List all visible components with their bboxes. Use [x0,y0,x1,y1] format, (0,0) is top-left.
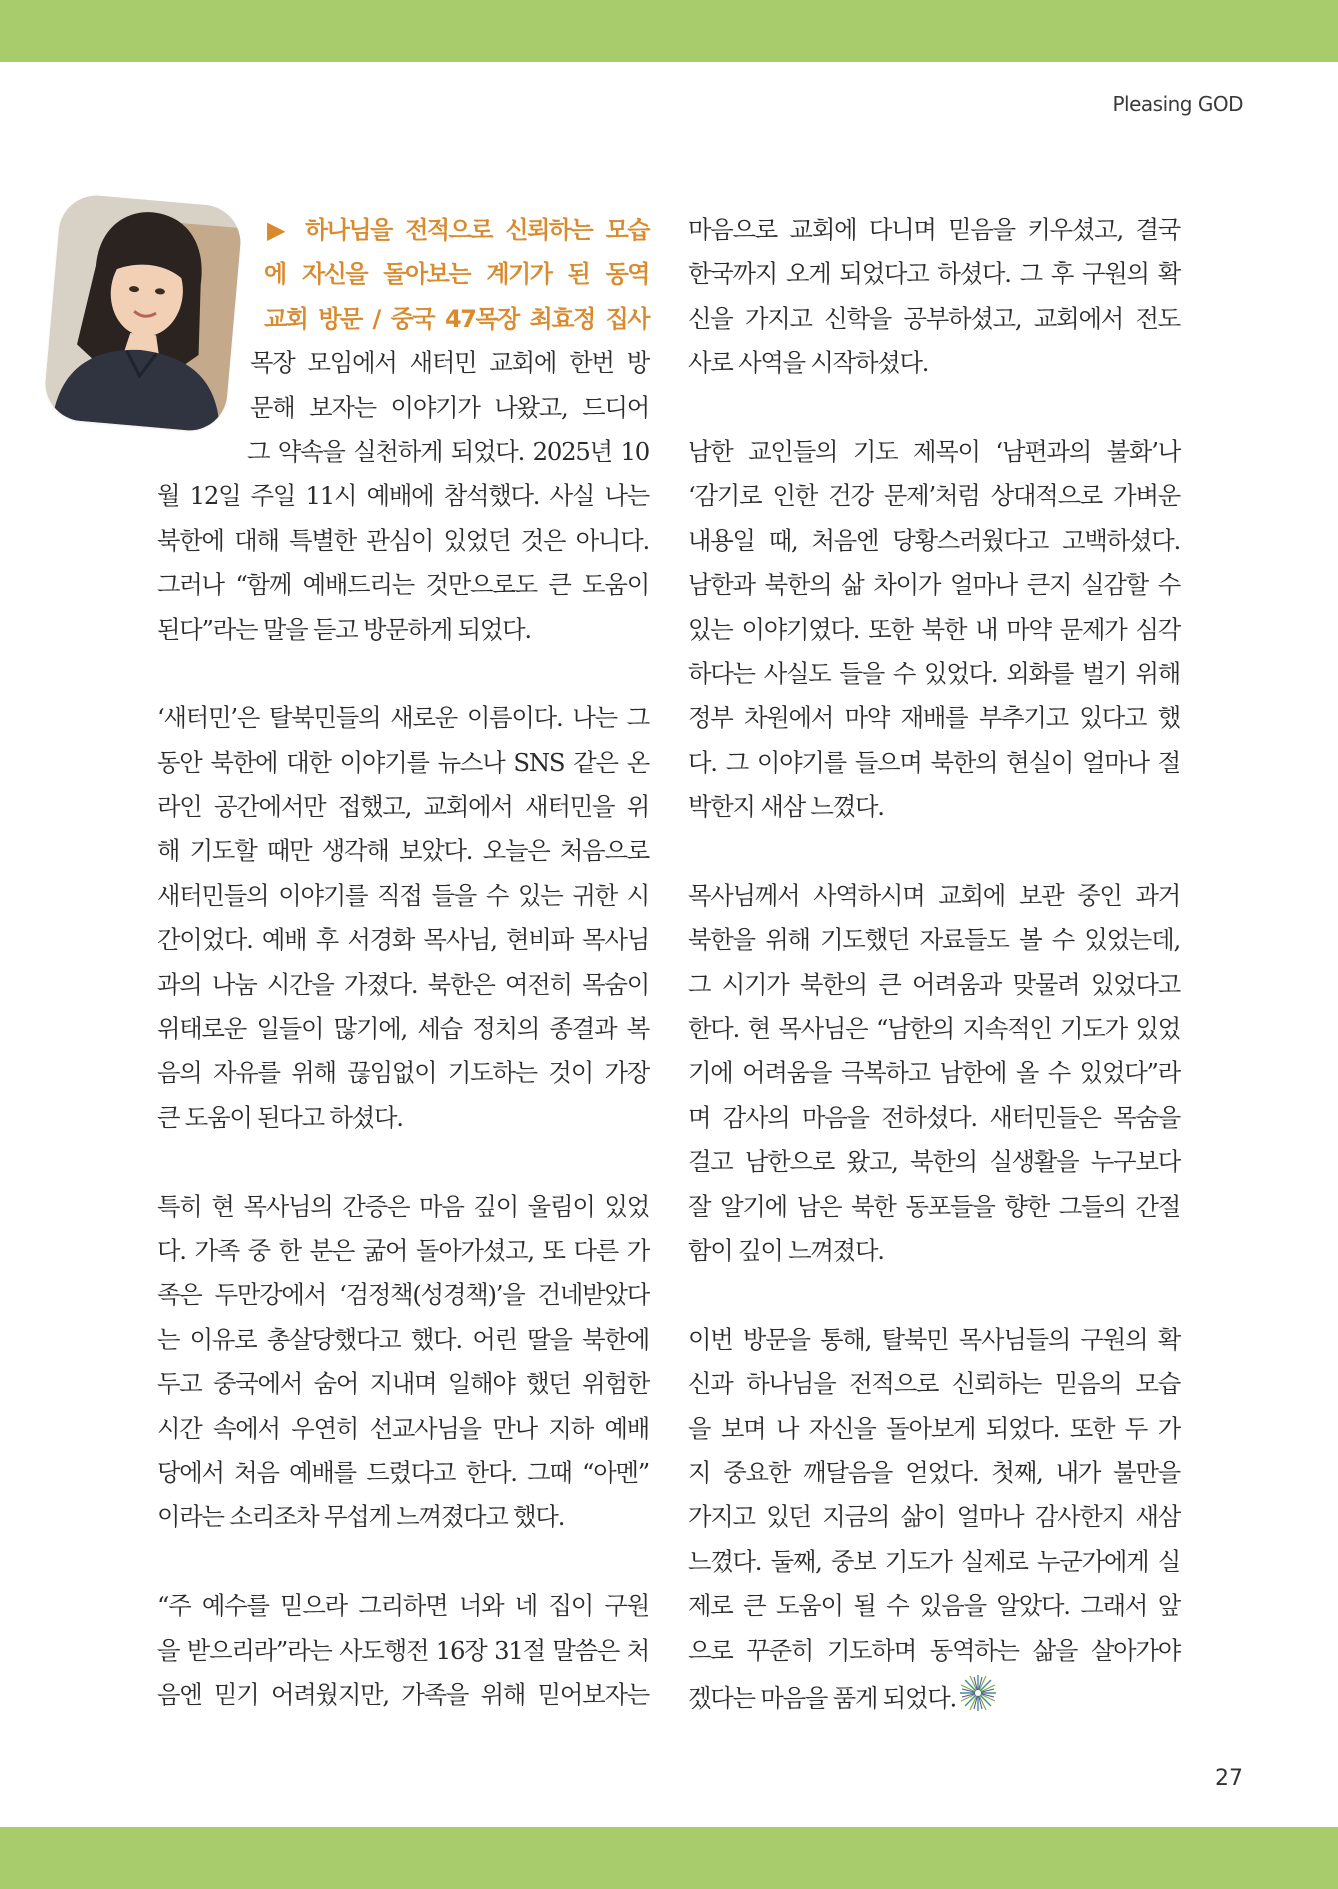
paragraph-line: 걸고 남한으로 왔고, 북한의 실생활을 누구보다 [688,1147,1180,1177]
paragraph-gap [157,652,649,696]
paragraph-line: 해 기도할 때만 생각해 보았다. 오늘은 처음으로 [157,836,649,866]
paragraph-line: 목장 모임에서 새터민 교회에 한번 방 [250,348,649,378]
paragraph-line: “주 예수를 믿으라 그리하면 너와 네 집이 구원 [157,1591,649,1621]
paragraph-line: 기에 어려움을 극복하고 남한에 올 수 있었다”라 [688,1058,1180,1088]
paragraph-line: 신을 가지고 신학을 공부하셨고, 교회에서 전도 [688,303,1180,333]
paragraph-line: 다. 가족 중 한 분은 굶어 돌아가셨고, 또 다른 가 [157,1235,649,1265]
paragraph-line: 지 중요한 깨달음을 얻었다. 첫째, 내가 불만을 [688,1457,1180,1487]
starburst-icon [958,1673,998,1727]
paragraph-line: 있는 이야기였다. 또한 북한 내 마약 문제가 심각 [688,614,1180,644]
paragraph-line: 잘 알기에 남은 북한 동포들을 향한 그들의 간절 [688,1191,1180,1221]
paragraph-line: 음의 자유를 위해 끊임없이 기도하는 것이 가장 [157,1058,649,1088]
paragraph-gap [688,1273,1180,1317]
paragraph-line: 그 약속을 실천하게 되었다. 2025년 10 [247,436,649,466]
paragraph-line: 다. 그 이야기를 들으며 북한의 현실이 얼마나 절 [688,747,1180,777]
article-heading-line: 교회 방문 / 중국 47목장 최효정 집사 [264,304,649,333]
paragraph-line: 을 보며 나 자신을 돌아보게 되었다. 또한 두 가 [688,1413,1180,1443]
paragraph-line: 함이 깊이 느껴졌다. [688,1235,884,1265]
paragraph-gap [688,829,1180,873]
paragraph-line: 라인 공간에서만 접했고, 교회에서 새터민을 위 [157,792,649,822]
paragraph-line: 박한지 새삼 느꼈다. [688,792,884,822]
paragraph-line: 으로 꾸준히 기도하며 동역하는 삶을 살아가야 [688,1635,1180,1665]
article-heading-line: ▶ 하나님을 전적으로 신뢰하는 모습 [267,216,649,244]
paragraph-line: 한다. 현 목사님은 “남한의 지속적인 기도가 있었 [688,1014,1180,1044]
paragraph-line: 시간 속에서 우연히 선교사님을 만나 지하 예배 [157,1413,649,1443]
paragraph-line: 느꼈다. 둘째, 중보 기도가 실제로 누군가에게 실 [688,1546,1180,1576]
right-column [688,208,1180,1717]
paragraph-line: 문해 보자는 이야기가 나왔고, 드디어 [250,392,649,422]
paragraph-line: 그 시기가 북한의 큰 어려움과 맞물려 있었다고 [688,969,1180,999]
paragraph-line: 위태로운 일들이 많기에, 세습 정치의 종결과 복 [157,1014,649,1044]
paragraph-line: 월 12일 주일 11시 예배에 참석했다. 사실 나는 [157,481,649,511]
paragraph-line: 제로 큰 도움이 될 수 있음을 알았다. 그래서 앞 [688,1591,1180,1621]
paragraph-line: 이라는 소리조차 무섭게 느껴졌다고 했다. [157,1502,565,1532]
paragraph-gap [688,386,1180,430]
paragraph-line: 음엔 믿기 어려웠지만, 가족을 위해 믿어보자는 [157,1679,649,1709]
paragraph-line: 마음으로 교회에 다니며 믿음을 키우셨고, 결국 [688,215,1180,244]
paragraph-line: 가지고 있던 지금의 삶이 얼마나 감사한지 새삼 [688,1502,1180,1532]
paragraph-line: 하다는 사실도 들을 수 있었다. 외화를 벌기 위해 [688,658,1180,688]
paragraph-line: 과의 나눔 시간을 가졌다. 북한은 여전히 목숨이 [157,969,649,999]
paragraph-line: 동안 북한에 대한 이야기를 뉴스나 SNS 같은 온 [157,747,649,777]
paragraph-line: 큰 도움이 된다고 하셨다. [157,1102,403,1132]
paragraph-line: 며 감사의 마음을 전하셨다. 새터민들은 목숨을 [688,1102,1180,1132]
paragraph-line: 목사님께서 사역하시며 교회에 보관 중인 과거 [688,880,1180,910]
paragraph-line: 사로 사역을 시작하셨다. [688,348,929,378]
paragraph-gap [157,1540,649,1584]
section-title: Pleasing GOD [1112,92,1243,116]
paragraph-line: 내용일 때, 처음엔 당황스러웠다고 고백하셨다. [688,525,1180,555]
paragraph-line: 특히 현 목사님의 간증은 마음 깊이 울림이 있었 [157,1191,649,1221]
paragraph-line: 정부 차원에서 마약 재배를 부추기고 있다고 했 [688,703,1180,733]
paragraph-line: ‘새터민’은 탈북민들의 새로운 이름이다. 나는 그 [157,703,649,733]
paragraph-line: 북한을 위해 기도했던 자료들도 볼 수 있었는데, [688,925,1180,955]
top-green-band [0,0,1338,62]
article-heading-line: 에 자신을 돌아보는 계기가 된 동역 [264,260,649,289]
paragraph-line: 새터민들의 이야기를 직접 들을 수 있는 귀한 시 [157,880,649,910]
paragraph-line: 는 이유로 총살당했다고 했다. 어린 딸을 북한에 [157,1324,649,1354]
paragraph-gap [157,1140,649,1184]
page-number: 27 [1215,1766,1243,1791]
paragraph-line: 한국까지 오게 되었다고 하셨다. 그 후 구원의 확 [688,259,1180,289]
paragraph-line [688,1673,1180,1717]
paragraph-line: 신과 하나님을 전적으로 신뢰하는 믿음의 모습 [688,1369,1180,1399]
paragraph-line: ‘감기로 인한 건강 문제’처럼 상대적으로 가벼운 [688,481,1180,511]
paragraph-line: 간이었다. 예배 후 서경화 목사님, 현비파 목사님 [157,925,649,955]
paragraph-line: 족은 두만강에서 ‘검정책(성경책)’을 건네받았다 [157,1280,649,1310]
bottom-green-band [0,1827,1338,1889]
paragraph-line: 남한과 북한의 삶 차이가 얼마나 큰지 실감할 수 [688,570,1180,600]
paragraph-line: 이번 방문을 통해, 탈북민 목사님들의 구원의 확 [688,1324,1180,1354]
paragraph-line: 두고 중국에서 숨어 지내며 일해야 했던 위험한 [157,1369,649,1399]
paragraph-line: 그러나 “함께 예배드리는 것만으로도 큰 도움이 [157,570,649,600]
closing-line-text: 겠다는 마음을 품게 되었다. [688,1683,957,1713]
paragraph-line: 남한 교인들의 기도 제목이 ‘남편과의 불화’나 [688,436,1180,466]
paragraph-line: 북한에 대해 특별한 관심이 있었던 것은 아니다. [157,525,649,555]
paragraph-line: 을 받으리라”라는 사도행전 16장 31절 말씀은 처 [157,1635,649,1665]
paragraph-line: 당에서 처음 예배를 드렸다고 한다. 그때 “아멘” [157,1457,649,1487]
left-column [157,208,649,1717]
paragraph-line: 된다”라는 말을 듣고 방문하게 되었다. [157,614,531,644]
